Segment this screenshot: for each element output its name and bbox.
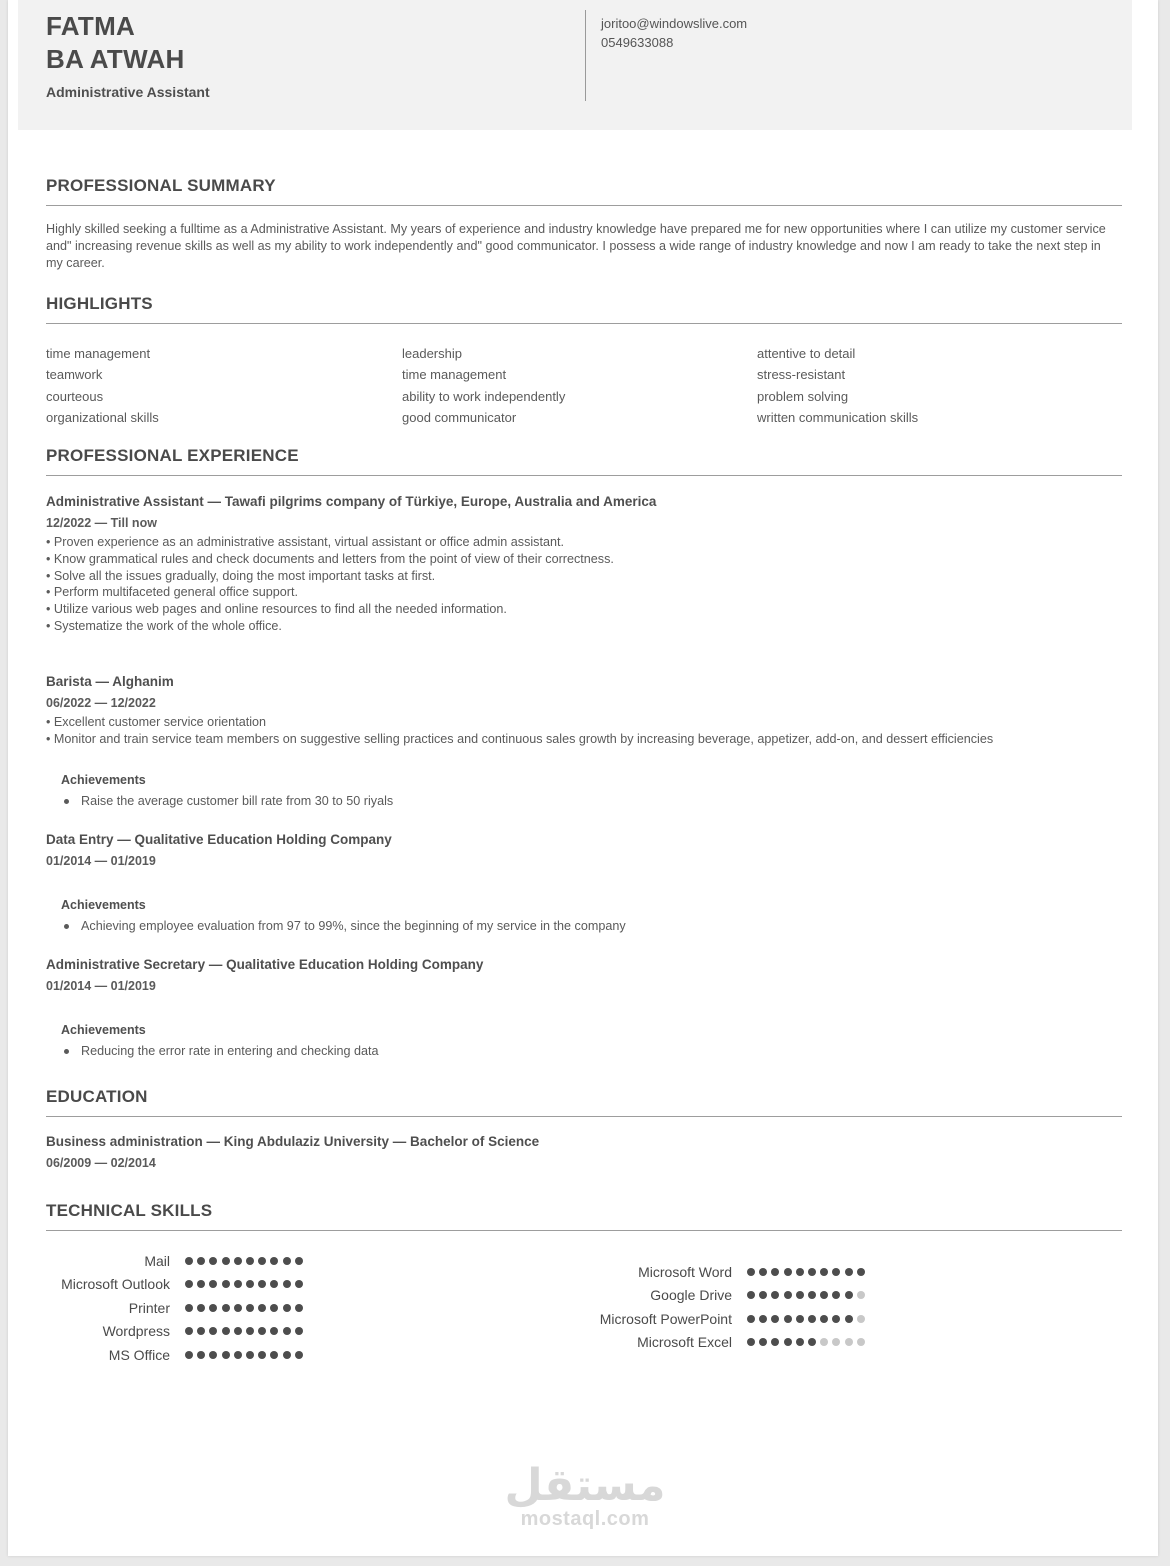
- skill-dot-filled: [808, 1315, 816, 1323]
- skill-dot-filled: [258, 1280, 266, 1288]
- skill-dot-filled: [185, 1327, 193, 1335]
- skill-dot-filled: [808, 1268, 816, 1276]
- achievements-block: [61, 896, 1061, 935]
- job-title: Administrative Assistant — Tawafi pilgrims company of Türkiye, Europe, Australia and America: [46, 494, 657, 509]
- skill-dot-filled: [209, 1257, 217, 1265]
- skill-dot-filled: [197, 1280, 205, 1288]
- skill-row: [28, 1249, 307, 1273]
- skill-dot-filled: [295, 1351, 303, 1359]
- watermark-arabic: مستقل: [504, 1461, 666, 1510]
- highlight-item: problem solving: [757, 388, 849, 404]
- name-first: FATMA: [46, 11, 136, 41]
- skill-dot-filled: [270, 1351, 278, 1359]
- skill-row: [568, 1284, 869, 1308]
- skill-dot-filled: [246, 1257, 254, 1265]
- skill-dot-filled: [185, 1351, 193, 1359]
- job-title: Barista — Alghanim: [46, 674, 174, 689]
- highlight-item: attentive to detail: [757, 346, 856, 361]
- skill-dot-filled: [295, 1280, 303, 1288]
- skill-dot-empty: [820, 1338, 828, 1346]
- email[interactable]: joritoo@windowslive.com: [601, 16, 748, 31]
- skill-dot-filled: [832, 1315, 840, 1323]
- skill-dot-filled: [784, 1268, 792, 1276]
- highlight-item: leadership: [402, 346, 462, 361]
- skill-dot-filled: [771, 1338, 779, 1346]
- skill-dot-filled: [209, 1304, 217, 1312]
- skill-dot-filled: [185, 1304, 193, 1312]
- skill-dot-filled: [234, 1327, 242, 1335]
- skill-dot-empty: [857, 1291, 865, 1299]
- skill-dot-filled: [759, 1291, 767, 1299]
- achievements-block: [61, 1021, 1061, 1060]
- candidate-name: [46, 10, 185, 76]
- skill-dot-empty: [857, 1315, 865, 1323]
- job-date: 01/2014 — 01/2019: [46, 854, 156, 868]
- skill-dot-filled: [270, 1327, 278, 1335]
- skill-dot-filled: [234, 1280, 242, 1288]
- skill-dot-filled: [808, 1291, 816, 1299]
- skill-dot-empty: [857, 1338, 865, 1346]
- skill-dot-filled: [270, 1304, 278, 1312]
- skill-dot-filled: [222, 1257, 230, 1265]
- contact-info: [601, 14, 747, 52]
- skill-dot-filled: [808, 1338, 816, 1346]
- resume-header: [18, 0, 1132, 130]
- skill-dot-filled: [258, 1351, 266, 1359]
- skill-dot-filled: [185, 1257, 193, 1265]
- skill-level-dots: [747, 1338, 869, 1346]
- achievements-label: Achievements: [61, 1023, 146, 1037]
- job-bullet: • Excellent customer service orientation: [46, 715, 266, 729]
- skill-name: Microsoft Outlook: [61, 1276, 170, 1293]
- skill-dot-filled: [759, 1315, 767, 1323]
- skill-dot-filled: [759, 1268, 767, 1276]
- skill-dot-filled: [234, 1304, 242, 1312]
- skill-dot-filled: [295, 1257, 303, 1265]
- skill-dot-filled: [209, 1351, 217, 1359]
- skill-dot-filled: [246, 1327, 254, 1335]
- skill-row: [28, 1296, 307, 1320]
- education-heading: EDUCATION: [46, 1087, 1122, 1117]
- skill-dot-filled: [820, 1291, 828, 1299]
- skill-dot-filled: [845, 1291, 853, 1299]
- skill-dot-filled: [796, 1291, 804, 1299]
- job-bullet: • Proven experience as an administrative assistant, virtual assistant or office admin assistant.: [46, 535, 564, 549]
- skill-dot-filled: [771, 1268, 779, 1276]
- highlight-item: written communication skills: [757, 409, 919, 425]
- achievement-item: Achieving employee evaluation from 97 to 99%, since the beginning of my service in the company: [61, 917, 1061, 935]
- watermark-latin: mostaql.com: [520, 1508, 650, 1530]
- job-bullet: • Perform multifaceted general office support.: [46, 585, 298, 600]
- skill-row: [568, 1331, 869, 1355]
- skill-dot-filled: [845, 1315, 853, 1323]
- skill-dot-filled: [197, 1351, 205, 1359]
- skill-dot-filled: [796, 1268, 804, 1276]
- skill-dot-filled: [222, 1280, 230, 1288]
- skill-name: Microsoft Excel: [637, 1334, 732, 1351]
- highlight-item: teamwork: [46, 367, 103, 383]
- skill-dot-filled: [857, 1268, 865, 1276]
- skill-dot-filled: [845, 1268, 853, 1276]
- skills-heading: TECHNICAL SKILLS: [46, 1201, 1122, 1231]
- skill-dot-filled: [283, 1257, 291, 1265]
- skill-dot-filled: [197, 1304, 205, 1312]
- skills-column-left: [28, 1249, 307, 1367]
- job-bullets: [46, 714, 1122, 748]
- skill-level-dots: [747, 1268, 869, 1276]
- watermark: [0, 1460, 1170, 1531]
- job-bullet: • Systematize the work of the whole office.: [46, 618, 282, 633]
- skill-row: [28, 1320, 307, 1344]
- skill-dot-filled: [209, 1327, 217, 1335]
- header-divider: [585, 10, 586, 101]
- skill-dot-filled: [222, 1327, 230, 1335]
- job-title: Administrative Secretary — Qualitative Education Holding Company: [46, 957, 484, 972]
- skill-name: Mail: [144, 1252, 170, 1269]
- name-last: BA ATWAH: [46, 44, 185, 74]
- skill-dot-filled: [222, 1304, 230, 1312]
- job-bullet: • Monitor and train service team members on suggestive selling practices and continuous sales growth by increasing beverage, appetizer, add-on, and dessert efficiencies: [46, 731, 994, 746]
- skill-row: [28, 1273, 307, 1297]
- skill-row: [28, 1343, 307, 1367]
- experience-heading: PROFESSIONAL EXPERIENCE: [46, 446, 1122, 476]
- highlight-item: time management: [402, 367, 507, 383]
- candidate-title: Administrative Assistant: [46, 84, 210, 100]
- highlight-item: ability to work independently: [402, 388, 566, 404]
- skill-dot-filled: [747, 1291, 755, 1299]
- phone[interactable]: 0549633088: [601, 35, 674, 50]
- job-entry: [46, 492, 1122, 635]
- skill-row: [568, 1307, 869, 1331]
- summary-heading: PROFESSIONAL SUMMARY: [46, 176, 1122, 206]
- skill-dot-filled: [295, 1304, 303, 1312]
- skill-dot-filled: [759, 1338, 767, 1346]
- job-entry: [46, 830, 1122, 870]
- job-date: 01/2014 — 01/2019: [46, 979, 156, 993]
- skill-name: Microsoft Word: [638, 1263, 732, 1280]
- skill-dot-filled: [234, 1351, 242, 1359]
- skill-dot-empty: [832, 1338, 840, 1346]
- skill-dot-filled: [784, 1315, 792, 1323]
- skill-dot-filled: [258, 1327, 266, 1335]
- skill-dot-empty: [845, 1338, 853, 1346]
- job-bullets: [46, 534, 1122, 635]
- skill-dot-filled: [796, 1338, 804, 1346]
- summary-text: Highly skilled seeking a fulltime as a Administrative Assistant. My years of experience and industry knowledge have prepared me for new opportunities where I can utilize my customer service and" increasing revenue skills as well as my ability to work independently and" good communicator. I possess a wide range of industry knowledge and now I am ready to take the next step in my career.: [46, 222, 1106, 270]
- skill-name: Microsoft PowerPoint: [599, 1310, 732, 1327]
- skill-level-dots: [747, 1315, 869, 1323]
- education-date: 06/2009 — 02/2014: [46, 1156, 156, 1170]
- highlight-item: time management: [46, 346, 151, 361]
- skill-level-dots: [747, 1291, 869, 1299]
- education-entry: [46, 1132, 1122, 1172]
- skill-dot-filled: [270, 1257, 278, 1265]
- achievement-item: Reducing the error rate in entering and checking data: [61, 1042, 1061, 1060]
- job-bullet: • Utilize various web pages and online resources to find all the needed information.: [46, 602, 507, 617]
- skill-dot-filled: [270, 1280, 278, 1288]
- achievements-label: Achievements: [61, 773, 146, 787]
- achievements-label: Achievements: [61, 898, 146, 912]
- skill-level-dots: [185, 1327, 307, 1335]
- achievements-block: [61, 771, 1061, 810]
- skill-dot-filled: [234, 1257, 242, 1265]
- skill-dot-filled: [258, 1257, 266, 1265]
- skill-name: Wordpress: [102, 1323, 170, 1340]
- skill-dot-filled: [283, 1351, 291, 1359]
- skill-dot-filled: [197, 1327, 205, 1335]
- skill-level-dots: [185, 1280, 307, 1288]
- skill-dot-filled: [283, 1304, 291, 1312]
- job-date: 12/2022 — Till now: [46, 516, 157, 530]
- highlights-column-3: [757, 343, 918, 428]
- job-entry: [46, 955, 1122, 995]
- skill-dot-filled: [820, 1315, 828, 1323]
- skill-dot-filled: [283, 1327, 291, 1335]
- skill-dot-filled: [246, 1280, 254, 1288]
- job-bullet: • Solve all the issues gradually, doing the most important tasks at first.: [46, 568, 436, 583]
- highlight-item: good communicator: [402, 409, 517, 425]
- skill-dot-filled: [771, 1291, 779, 1299]
- resume-page: [8, 0, 1158, 1556]
- skill-dot-filled: [258, 1304, 266, 1312]
- skill-name: MS Office: [108, 1346, 170, 1363]
- skill-row: [568, 1260, 869, 1284]
- skill-name: Printer: [128, 1299, 170, 1316]
- skill-level-dots: [185, 1304, 307, 1312]
- highlights-column-1: [46, 343, 159, 428]
- skill-dot-filled: [832, 1268, 840, 1276]
- job-date: 06/2022 — 12/2022: [46, 696, 156, 710]
- skill-dot-filled: [209, 1280, 217, 1288]
- job-title: Data Entry — Qualitative Education Holding Company: [46, 832, 392, 847]
- skill-dot-filled: [796, 1315, 804, 1323]
- job-bullet: • Know grammatical rules and check documents and letters from the point of view of their correctness.: [46, 551, 614, 566]
- skill-dot-filled: [771, 1315, 779, 1323]
- skill-dot-filled: [747, 1268, 755, 1276]
- skill-dot-filled: [784, 1291, 792, 1299]
- job-entry: [46, 672, 1122, 748]
- education-title: Business administration — King Abdulaziz University — Bachelor of Science: [46, 1134, 540, 1149]
- skill-dot-filled: [197, 1257, 205, 1265]
- skill-dot-filled: [820, 1268, 828, 1276]
- skill-name: Google Drive: [650, 1287, 732, 1304]
- skill-dot-filled: [832, 1291, 840, 1299]
- highlight-item: stress-resistant: [757, 367, 846, 383]
- highlights-column-2: [402, 343, 565, 428]
- skills-column-right: [568, 1260, 869, 1354]
- skill-dot-filled: [246, 1351, 254, 1359]
- skill-level-dots: [185, 1257, 307, 1265]
- skill-dot-filled: [185, 1280, 193, 1288]
- highlight-item: organizational skills: [46, 409, 159, 425]
- skill-dot-filled: [295, 1327, 303, 1335]
- skill-level-dots: [185, 1351, 307, 1359]
- highlights-heading: HIGHLIGHTS: [46, 294, 1122, 324]
- highlight-item: courteous: [46, 388, 104, 404]
- achievement-item: Raise the average customer bill rate from 30 to 50 riyals: [61, 792, 1061, 810]
- skill-dot-filled: [747, 1315, 755, 1323]
- skill-dot-filled: [784, 1338, 792, 1346]
- skill-dot-filled: [747, 1338, 755, 1346]
- skill-dot-filled: [222, 1351, 230, 1359]
- skill-dot-filled: [246, 1304, 254, 1312]
- skill-dot-filled: [283, 1280, 291, 1288]
